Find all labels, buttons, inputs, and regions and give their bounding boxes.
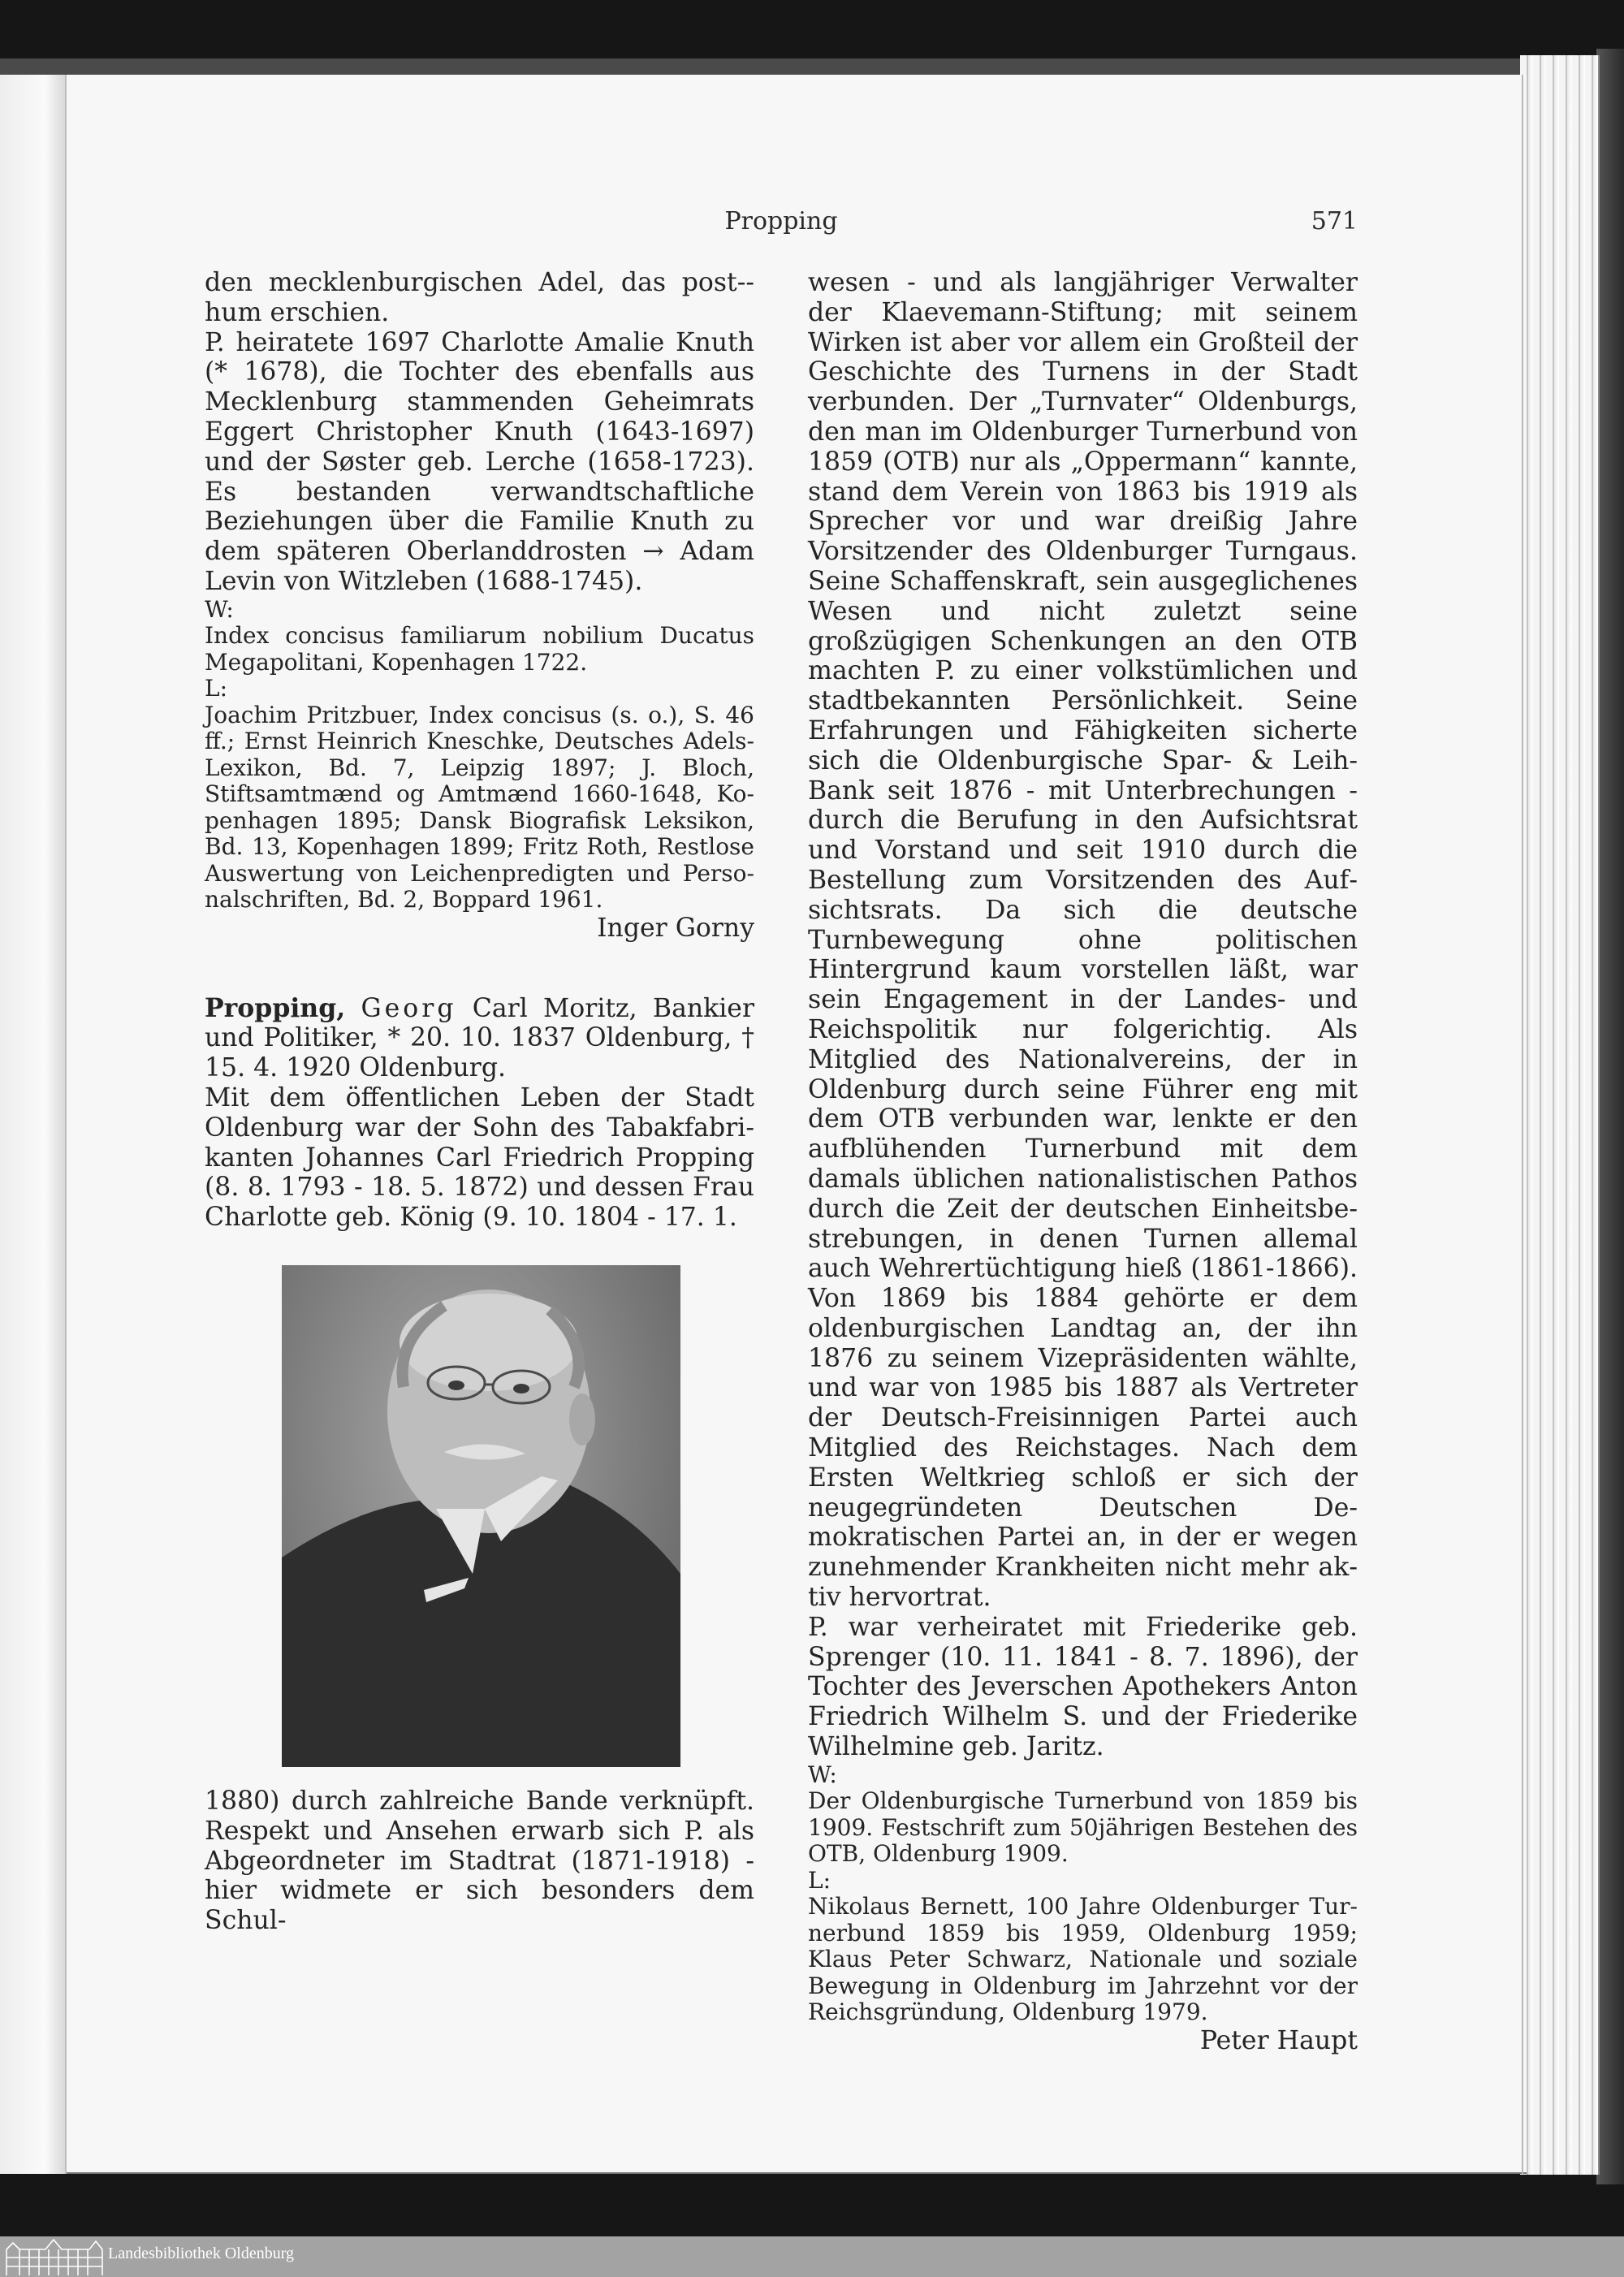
paragraph: 1880) durch zahlreiche Bande verknüpft. Respekt und Ansehen erwarb sich P. als Abgeordneter im Stadtrat (1871-1918) - hier widmete er sich besonders dem Schul- (205, 1786, 754, 1936)
literature-citation: Nikolaus Bernett, 100 Jahre Oldenburger Turnerbund 1859 bis 1959, Oldenburg 1959; Klaus Peter Schwarz, Nationale und soziale Bewegung in Oldenburg im Jahrzehnt vor der Reichsgründung, Oldenburg 1979. (808, 1893, 1358, 2026)
library-name: Landesbibliothek Oldenburg (108, 2245, 295, 2262)
gutter (65, 75, 67, 2174)
paragraph: Mit dem öffentlichen Leben der Stadt Oldenburg war der Sohn des Tabakfabrikanten Johannes Carl Friedrich Propping (8. 8. 1793 - 18. 5. 1872) und dessen Frau Charlotte geb. König (9. 10. 1804 - 17. 1. (205, 1082, 754, 1233)
page-number: 571 (1311, 207, 1358, 235)
page-edge (1522, 75, 1523, 2174)
running-title: Propping (724, 207, 838, 235)
works-label: W: (205, 595, 234, 623)
entry-given-name: Georg (361, 993, 457, 1023)
paragraph: P. war verheiratet mit Friederike geb. Sprenger (10. 11. 1841 - 8. 7. 1896), der Tochter des Jeverschen Apothekers Anton Friedrich Wilhelm S. und der Friederike Wilhelmine geb. Jaritz. (808, 1612, 1358, 1762)
running-head (205, 207, 1358, 240)
paragraph: wesen - und als langjähriger Verwalter der Klaevemann-Stiftung; mit seinem Wirken ist aber vor allem ein Großteil der Geschichte des Turnens in der Stadt verbunden. Der „Turnvater“ Oldenburgs, den man im Oldenburger Turnerbund von 1859 (OTB) nur als „Oppermann“ kannte, stand dem Verein von 1863 bis 1919 als Sprecher vor und war dreißig Jahre Vorsitzender des Oldenburger Turngaus. Seine Schaffenskraft, sein ausgeglichenes Wesen und nicht zuletzt seine großzügigen Schenkungen an den OTB machten P. zu einer volkstümlichen und stadtbekannten Persönlichkeit. Seine Erfahrungen und Fähigkeiten sicherte sich die Oldenburgische Spar- & Leih-Bank seit 1876 - mit Unterbrechungen - durch die Berufung in den Aufsichtsrat und Vorstand und seit 1910 durch die Bestellung zum Vorsitzenden des Aufsichtsrats. Da sich die deutsche Turnbewegung ohne politischen Hintergrund kaum vorstellen läßt, war sein Engagement in der Landes- und Reichspolitik nur folgerichtig. Als Mitglied des Nationalvereins, der in Oldenburg durch seine Führer eng mit dem OTB verbunden war, lenkte er den aufblühenden Turnerbund mit dem damals üblichen nationalistischen Pathos durch die Zeit der deutschen Einheitsbestrebungen, in denen Turnen allemal auch Wehrertüchtigung hieß (1861-1866). Von 1869 bis 1884 gehörte er dem oldenburgischen Landtag an, der ihn 1876 zu seinem Vizepräsidenten wählte, und war von 1985 bis 1887 als Vertreter der Deutsch-Freisinnigen Partei auch Mitglied des Reichstages. Nach dem Ersten Weltkrieg schloß er sich der neugegründeten Deutschen Demokratischen Partei an, in der er wegen zunehmender Krankheiten nicht mehr aktiv hervortrat. (808, 268, 1358, 1613)
literature-label: L: (205, 675, 228, 702)
facing-page-edge (0, 75, 67, 2174)
article-author: Inger Gorny (597, 913, 754, 943)
literature-citation: Joachim Pritzbuer, Index concisus (s. o.), S. 46 ff.; Ernst Heinrich Kneschke, Deutsches Adels-Lexikon, Bd. 7, Leipzig 1897; J. Bloch, Stiftsamtmænd og Amtmænd 1660-1648, Kopenhagen 1895; Dansk Biografisk Leksikon, Bd. 13, Kopenhagen 1899; Fritz Roth, Restlose Auswertung von Leichenpredigten und Personalschriften, Bd. 2, Boppard 1961. (205, 701, 754, 914)
page-stack-fore-edge (1520, 55, 1600, 2175)
library-building-icon (5, 2238, 104, 2275)
works-citation: Index concisus familiarum nobilium Ducatus Megapolitani, Kopenhagen 1722. (205, 622, 754, 676)
paragraph: den mecklenburgischen Adel, das post-hum erschien. (205, 268, 754, 327)
portrait-icon (282, 1265, 680, 1767)
left-column (205, 268, 754, 1936)
book-cover-right (1596, 49, 1624, 2184)
paragraph: P. heiratete 1697 Charlotte Amalie Knuth (* 1678), die Tochter des ebenfalls aus Mecklenburg stammenden Geheimrats Eggert Christopher Knuth (1643-1697) und der Søster geb. Lerche (1658-1723). Es bestanden verwandtschaftliche Beziehungen über die Familie Knuth zu dem späteren Oberlanddrosten → Adam Levin von Witzleben (1688-1745). (205, 327, 754, 596)
library-footer-bar (0, 2236, 1624, 2277)
literature-label: L: (808, 1866, 831, 1894)
entry-headword: Propping, (205, 992, 346, 1023)
works-citation: Der Oldenburgische Turnerbund von 1859 bis 1909. Festschrift zum 50jährigen Bestehen des OTB, Oldenburg 1909. (808, 1787, 1358, 1868)
article-author: Peter Haupt (1199, 2025, 1358, 2055)
works-label: W: (808, 1761, 837, 1788)
entry-intro: Carl Moritz, Bankier und Politiker, * 20. 10. 1837 Oldenburg, † 15. 4. 1920 Oldenburg. (205, 993, 755, 1083)
entry-header (205, 994, 754, 1083)
right-column (808, 268, 1358, 2056)
portrait-photo (282, 1265, 680, 1767)
entry-separator (205, 944, 754, 994)
